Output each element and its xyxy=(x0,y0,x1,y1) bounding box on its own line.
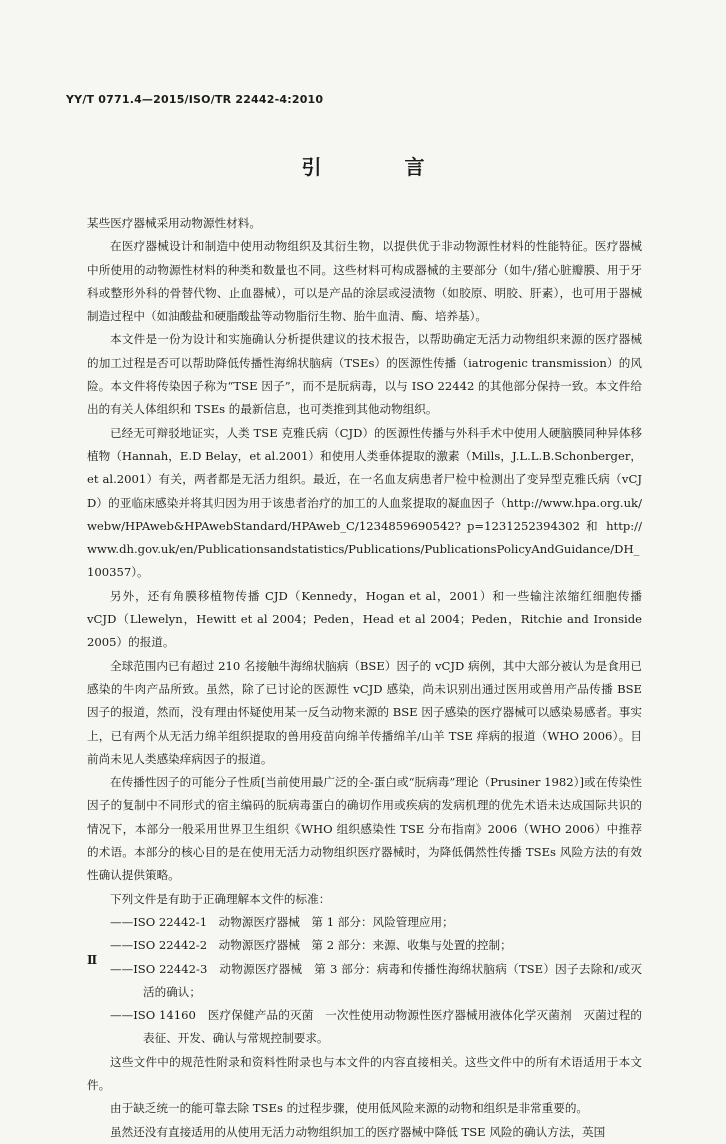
body-paragraph: 在传播性因子的可能分子性质[当前使用最广泛的全-蛋白或“朊病毒”理论（Prusiner 1982）]或在传染性因子的复制中不同形式的宿主编码的朊病毒蛋白的确切作用或疾病的发病机理的优先术语未达成国际共识的情况下，本部分一般采用世界卫生组织《WHO 组织感染性 TSE 分布指南》2006（WHO 2006）中推荐的术语。本部分的核心目的是在使用无活力动物组织医疗器械时，为降低偶然性传播 TSEs 风险方法的有效性确认提供策略。 xyxy=(87,775,642,883)
body-paragraph: 全球范围内已有超过 210 名接触牛海绵状脑病（BSE）因子的 vCJD 病例，其中大部分被认为是食用已感染的牛肉产品所致。虽然，除了已讨论的医源性 vCJD 感染，尚未识别出通过医用或兽用产品传播 BSE 因子的报道，然而，没有理由怀疑使用某一反刍动物来源的 BSE 因子感染的医疗器械可以感染易感者。事实上，已有两个从无活力绵羊组织提取的兽用疫苗向绵羊传播绵羊/山羊 TSE 痒病的报道（WHO 2006）。目前尚未见人类感染痒病因子的报道。 xyxy=(87,658,642,766)
document-body xyxy=(87,212,642,1144)
body-paragraph: 某些医疗器械采用动物源性材料。 xyxy=(87,216,261,230)
body-paragraph: 这些文件中的规范性附录和资料性附录也与本文件的内容直接相关。这些文件中的所有术语适用于本文件。 xyxy=(87,1054,642,1092)
page-title: 引 言 xyxy=(301,155,463,179)
body-paragraph: 本文件是一份为设计和实施确认分析提供建议的技术报告，以帮助确定无活力动物组织来源的医疗器械的加工过程是否可以帮助降低传播性海绵状脑病（TSEs）的医源性传播（iatrogenic transmission）的风险。本文件将传染因子称为“TSE 因子”，而不是朊病毒，以与 ISO 22442 的其他部分保持一致。本文件给出的有关人体组织和 TSEs 的最新信息，也可类推到其他动物组织。 xyxy=(87,332,642,417)
body-paragraph: 另外，还有角膜移植物传播 CJD（Kennedy，Hogan et al，2001）和一些输注浓缩红细胞传播 vCJD（Llewelyn，Hewitt et al 2004；Peden，Head et al 2004；Peden，Ritchie and Ironside 2005）的报道。 xyxy=(87,588,642,650)
page-number: Ⅱ xyxy=(87,953,98,967)
standard-list-item: ——ISO 14160 医疗保健产品的灭菌 一次性使用动物源性医疗器械用液体化学灭菌剂 灭菌过程的表征、开发、确认与常规控制要求。 xyxy=(110,1008,642,1046)
standard-list-item: ——ISO 22442-1 动物源医疗器械 第 1 部分：风险管理应用； xyxy=(110,914,454,929)
body-paragraph: 下列文件是有助于正确理解本文件的标准： xyxy=(110,891,331,906)
body-paragraph: 在医疗器械设计和制造中使用动物组织及其衍生物，以提供优于非动物源性材料的性能特征。医疗器械中所使用的动物源性材料的种类和数量也不同。这些材料可构成器械的主要部分（如牛/猪心脏瓣膜、用于牙科或整形外科的骨替代物、止血器械），可以是产品的涂层或浸渍物（如胶原、明胶、肝素），也可用于器械制造过程中（如油酸盐和硬脂酸盐等动物脂衍生物、胎牛血清、酶、培养基）。 xyxy=(87,239,642,324)
body-paragraph: 已经无可辩驳地证实，人类 TSE 克雅氏病（CJD）的医源性传播与外科手术中使用人硬脑膜同种异体移植物（Hannah，E.D Belay，et al.2001）和使用人类垂体提取的激素（Mills，J.L.L.B.Schonberger，et al.2001）有关，两者都是无活力组织。最近，在一名血友病患者尸检中检测出了变异型克雅氏病（vCJD）的亚临床感染并将其归因为用于该患者治疗的加工的人血浆提取的凝血因子（http://www.hpa.org.uk/webw/HPAweb&HPAwebStandard/HPAweb_C/1234859690542? p=1231252394302 和 http://www.dh.gov.uk/en/Publicationsandstatistics/Publications/PublicationsPolicyAndGuidance/DH_100357）。 xyxy=(87,425,642,580)
standard-number-header: YY/T 0771.4—2015/ISO/TR 22442-4:2010 xyxy=(66,93,324,106)
standard-list-item: ——ISO 22442-3 动物源医疗器械 第 3 部分：病毒和传播性海绵状脑病（TSE）因子去除和/或灭活的确认； xyxy=(110,961,642,999)
standard-list-item: ——ISO 22442-2 动物源医疗器械 第 2 部分：来源、收集与处置的控制； xyxy=(110,938,512,953)
body-paragraph: 虽然还没有直接适用的从使用无活力动物组织加工的医疗器械中降低 TSE 风险的确认方法，英国 xyxy=(110,1124,606,1139)
body-paragraph: 由于缺乏统一的能可靠去除 TSEs 的过程步骤，使用低风险来源的动物和组织是非常重要的。 xyxy=(110,1101,589,1116)
